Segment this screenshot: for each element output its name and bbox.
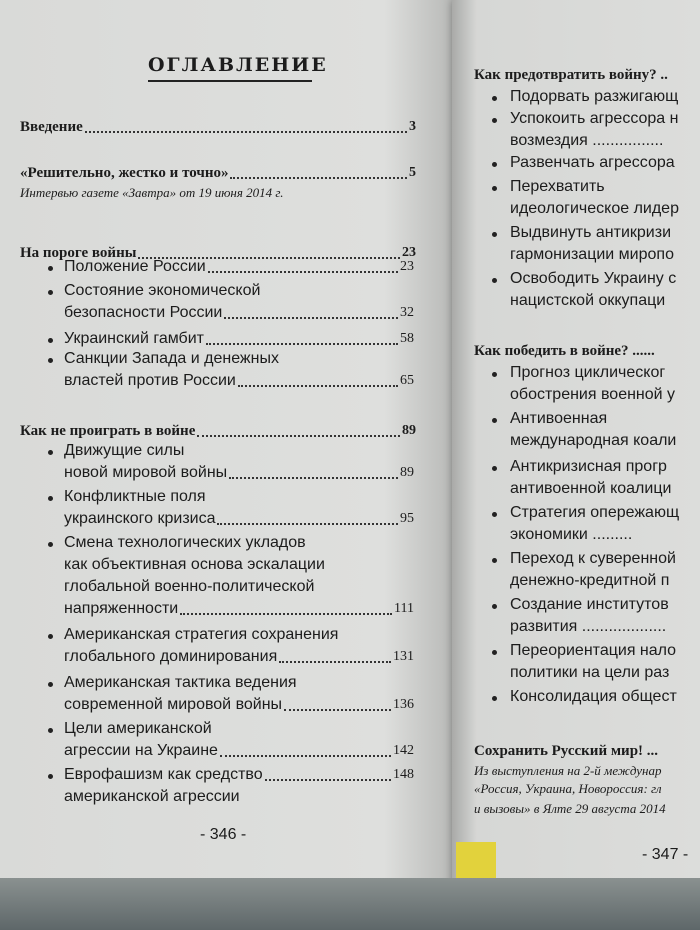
toc-entry — [64, 328, 414, 350]
toc-entry — [510, 456, 700, 478]
toc-entry — [64, 672, 414, 694]
bullet-icon — [48, 496, 53, 501]
toc-entry — [510, 502, 700, 524]
toc-entry-text: напряженности — [64, 600, 179, 617]
bullet-icon — [492, 558, 497, 563]
toc-entry — [510, 244, 700, 266]
toc-entry — [510, 198, 700, 220]
bullet-icon — [492, 512, 497, 517]
toc-entry-text: нацистской оккупаци — [510, 292, 666, 309]
toc-entry — [64, 694, 414, 716]
toc-entry-text: «Решительно, жестко и точно» — [20, 165, 229, 181]
toc-entry-text: возмездия ................ — [510, 132, 664, 149]
toc-entry-text: Положение России — [64, 258, 206, 275]
dot-leader — [238, 377, 398, 387]
toc-page-number: 32 — [400, 305, 414, 320]
toc-entry — [510, 430, 700, 452]
dot-leader — [197, 427, 400, 437]
toc-entry-text: денежно-кредитной п — [510, 572, 670, 589]
toc-entry — [510, 290, 700, 312]
bullet-icon — [48, 266, 53, 271]
dot-leader — [284, 701, 391, 711]
toc-entry-text: Переориентация нало — [510, 642, 677, 659]
dot-leader — [85, 123, 407, 133]
bullet-icon — [492, 162, 497, 167]
toc-entry — [20, 420, 416, 442]
bullet-icon — [492, 96, 497, 101]
toc-entry-text: Как предотвратить войну? .. — [474, 67, 668, 83]
toc-page-number: 23 — [402, 245, 416, 260]
toc-entry — [510, 222, 700, 244]
dot-leader — [229, 469, 398, 479]
toc-entry-text: обострения военной у — [510, 386, 676, 403]
toc-entry-text: Интервью газете «Завтра» от 19 июня 2014 г. — [20, 185, 284, 200]
book-cover-edge — [456, 842, 496, 878]
toc-entry — [64, 554, 414, 576]
toc-page-number: 136 — [393, 697, 414, 712]
toc-entry-text: Консолидация общест — [510, 688, 677, 705]
title-underline — [148, 80, 312, 82]
dot-leader — [230, 169, 407, 179]
dot-leader — [220, 747, 391, 757]
bullet-icon — [48, 450, 53, 455]
bullet-icon — [492, 232, 497, 237]
toc-entry — [510, 616, 700, 638]
toc-entry-text: политики на цели раз — [510, 664, 670, 681]
toc-entry — [64, 532, 414, 554]
toc-entry-text: экономики ......... — [510, 526, 633, 543]
toc-entry — [64, 370, 414, 392]
toc-title: ОГЛАВЛЕНИЕ — [148, 54, 328, 76]
toc-entry — [510, 268, 700, 290]
toc-page-number: 131 — [393, 649, 414, 664]
toc-entry-text: безопасности России — [64, 304, 223, 321]
toc-entry-text: Санкции Запада и денежных — [64, 350, 279, 367]
toc-entry — [64, 718, 414, 740]
toc-page-number: 3 — [409, 119, 416, 134]
left-page-number: - 346 - — [200, 826, 247, 843]
toc-entry-text: гармонизации миропо — [510, 246, 674, 263]
toc-entry-text: развития ................... — [510, 618, 667, 635]
toc-entry-text: Прогноз циклическог — [510, 364, 666, 381]
toc-entry — [474, 64, 700, 86]
toc-entry — [510, 384, 700, 406]
bullet-icon — [492, 278, 497, 283]
toc-entry-text: Антикризисная прогр — [510, 458, 667, 475]
dot-leader — [206, 335, 398, 345]
toc-entry-text: Подорвать разжигающ — [510, 88, 679, 105]
toc-entry — [510, 662, 700, 684]
bullet-icon — [492, 372, 497, 377]
bullet-icon — [492, 466, 497, 471]
toc-entry-text: Смена технологических укладов — [64, 534, 306, 551]
toc-entry — [510, 130, 700, 152]
dot-leader — [180, 605, 392, 615]
toc-entry — [510, 108, 700, 130]
toc-page-number: 142 — [393, 743, 414, 758]
dot-leader — [208, 263, 398, 273]
toc-entry-text: Из выступления на 2-й междунар — [474, 763, 662, 778]
toc-page-number: 65 — [400, 373, 414, 388]
toc-entry — [64, 740, 414, 762]
toc-entry-text: Переход к суверенной — [510, 550, 676, 567]
toc-entry-text: Движущие силы — [64, 442, 185, 459]
toc-entry — [510, 548, 700, 570]
dot-leader — [224, 309, 398, 319]
toc-entry — [510, 362, 700, 384]
toc-entry — [64, 256, 414, 278]
table-surface — [0, 878, 700, 930]
toc-entry-text: Освободить Украину с — [510, 270, 677, 287]
toc-page-number: 58 — [400, 331, 414, 346]
toc-entry — [510, 640, 700, 662]
toc-entry — [64, 646, 414, 668]
toc-entry-text: Успокоить агрессора н — [510, 110, 679, 127]
bullet-icon — [48, 728, 53, 733]
toc-entry — [64, 462, 414, 484]
toc-entry — [474, 778, 700, 800]
bullet-icon — [48, 290, 53, 295]
toc-entry — [510, 524, 700, 546]
toc-page-number: 111 — [394, 601, 414, 616]
toc-page-number: 148 — [393, 767, 414, 782]
toc-page-number: 95 — [400, 511, 414, 526]
bullet-icon — [492, 696, 497, 701]
toc-entry-text: Американская стратегия сохранения — [64, 626, 339, 643]
toc-entry — [64, 440, 414, 462]
toc-entry — [64, 508, 414, 530]
toc-entry — [474, 798, 700, 820]
toc-entry — [64, 302, 414, 324]
toc-entry-text: современной мировой войны — [64, 696, 283, 713]
toc-entry — [474, 740, 700, 762]
toc-page-number: 89 — [400, 465, 414, 480]
toc-entry-text: и вызовы» в Ялте 29 августа 2014 — [474, 801, 666, 816]
toc-entry-text: Конфликтные поля — [64, 488, 206, 505]
toc-entry-text: агрессии на Украине — [64, 742, 218, 759]
toc-entry — [510, 686, 700, 708]
bullet-icon — [48, 542, 53, 547]
toc-entry-text: Еврофашизм как средство — [64, 766, 263, 783]
toc-entry-text: идеологическое лидер — [510, 200, 679, 217]
toc-entry-text: международная коали — [510, 432, 677, 449]
toc-entry-text: Развенчать агрессора — [510, 154, 675, 171]
toc-entry — [64, 598, 414, 620]
dot-leader — [265, 771, 391, 781]
toc-entry — [64, 280, 414, 302]
toc-entry-text: глобальной военно-политической — [64, 578, 315, 595]
dot-leader — [279, 653, 391, 663]
bullet-icon — [492, 604, 497, 609]
toc-entry — [510, 570, 700, 592]
toc-entry-text: украинского кризиса — [64, 510, 216, 527]
bullet-icon — [492, 118, 497, 123]
bullet-icon — [492, 418, 497, 423]
toc-entry — [510, 594, 700, 616]
toc-entry-text: Перехватить — [510, 178, 605, 195]
toc-entry — [64, 624, 414, 646]
toc-entry-text: Сохранить Русский мир! ... — [474, 743, 659, 759]
toc-page-number: 89 — [402, 423, 416, 438]
toc-entry — [510, 478, 700, 500]
toc-page-number: 5 — [409, 165, 416, 180]
toc-entry — [64, 786, 414, 808]
toc-page-number: 23 — [400, 259, 414, 274]
toc-entry-text: Введение — [20, 119, 83, 135]
toc-entry — [510, 152, 700, 174]
toc-entry-text: Как не проиграть в войне — [20, 423, 196, 439]
bullet-icon — [48, 682, 53, 687]
toc-entry-text: Цели американской — [64, 720, 212, 737]
toc-entry-text: Создание институтов — [510, 596, 669, 613]
toc-entry — [20, 162, 416, 184]
bullet-icon — [48, 358, 53, 363]
toc-entry — [20, 116, 416, 138]
toc-entry-text: Как победить в войне? ...... — [474, 343, 655, 359]
toc-entry-text: новой мировой войны — [64, 464, 228, 481]
toc-entry-text: Американская тактика ведения — [64, 674, 297, 691]
toc-entry — [64, 576, 414, 598]
toc-entry-text: Выдвинуть антикризи — [510, 224, 671, 241]
toc-entry-text: «Россия, Украина, Новороссия: гл — [474, 781, 662, 796]
bullet-icon — [48, 634, 53, 639]
toc-entry-text: Украинский гамбит — [64, 330, 204, 347]
toc-entry-text: властей против России — [64, 372, 236, 389]
toc-entry — [510, 86, 700, 108]
toc-entry — [64, 764, 414, 786]
bullet-icon — [492, 650, 497, 655]
toc-entry — [510, 176, 700, 198]
toc-entry-text: американской агрессии — [64, 788, 240, 805]
toc-entry-text: Антивоенная — [510, 410, 608, 427]
dot-leader — [217, 515, 398, 525]
toc-entry-text: Стратегия опережающ — [510, 504, 680, 521]
toc-entry — [474, 340, 700, 362]
toc-entry-text: Состояние экономической — [64, 282, 261, 299]
toc-entry-text: На пороге войны — [20, 245, 137, 261]
toc-entry — [64, 486, 414, 508]
right-page-number: - 347 - — [642, 846, 689, 863]
bullet-icon — [492, 186, 497, 191]
toc-entry — [510, 408, 700, 430]
toc-entry — [20, 182, 414, 204]
toc-entry-text: антивоенной коалици — [510, 480, 672, 497]
toc-entry-text: как объективная основа эскалации — [64, 556, 325, 573]
bullet-icon — [48, 774, 53, 779]
toc-entry — [64, 348, 414, 370]
bullet-icon — [48, 338, 53, 343]
toc-entry-text: глобального доминирования — [64, 648, 278, 665]
